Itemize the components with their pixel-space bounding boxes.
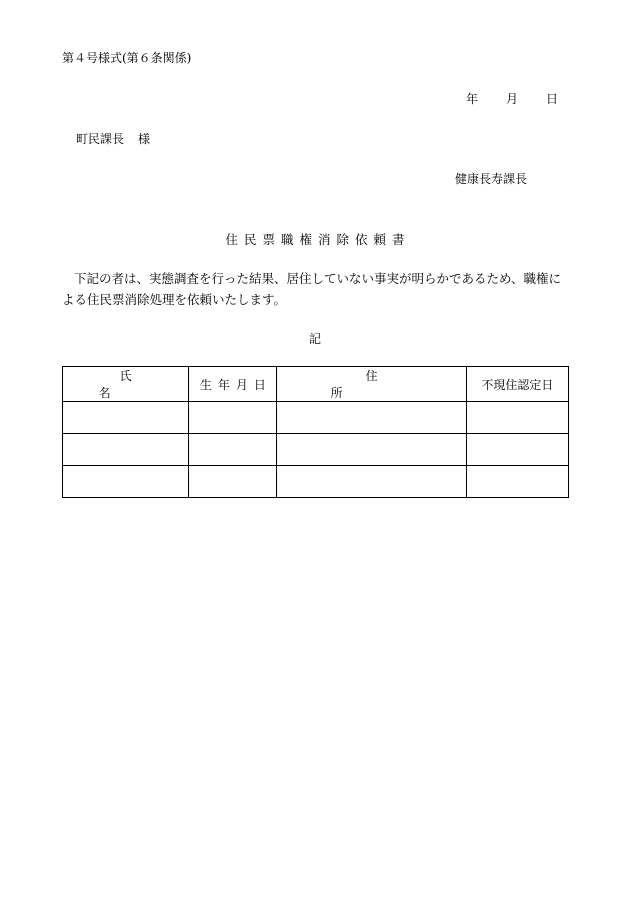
table-header-row bbox=[63, 367, 569, 402]
table-row bbox=[63, 434, 569, 466]
form-number: 第４号様式(第６条関係) bbox=[62, 51, 192, 65]
cell-address bbox=[277, 466, 466, 498]
cell-name bbox=[63, 434, 189, 466]
recipient bbox=[76, 130, 150, 147]
sender: 健康長寿課長 bbox=[455, 172, 528, 186]
date-month-label: 月 bbox=[506, 92, 519, 106]
cell-name bbox=[63, 402, 189, 434]
cell-name bbox=[63, 466, 189, 498]
table-row bbox=[63, 402, 569, 434]
body-paragraph: 下記の者は、実態調査を行った結果、居住していない事実が明らかであるため、職権による住民票消除処理を依頼いたします。 bbox=[62, 271, 562, 307]
ki-heading: 記 bbox=[308, 332, 321, 346]
document-title: 住民票職権消除依頼書 bbox=[225, 232, 411, 247]
header-address: 住所 bbox=[277, 367, 466, 402]
recipient-honorific: 様 bbox=[138, 132, 151, 146]
cell-nonresidence-date bbox=[466, 434, 568, 466]
recipient-name: 町民課長 bbox=[76, 132, 125, 146]
cell-address bbox=[277, 402, 466, 434]
cell-nonresidence-date bbox=[466, 466, 568, 498]
header-nonresidence-date: 不現住認定日 bbox=[466, 367, 568, 402]
header-name: 氏名 bbox=[63, 367, 189, 402]
date-day-label: 日 bbox=[546, 92, 559, 106]
cell-birthdate bbox=[189, 466, 277, 498]
cell-address bbox=[277, 434, 466, 466]
table-row bbox=[63, 466, 569, 498]
cell-birthdate bbox=[189, 402, 277, 434]
cell-nonresidence-date bbox=[466, 402, 568, 434]
date-year-label: 年 bbox=[466, 92, 479, 106]
cell-birthdate bbox=[189, 434, 277, 466]
date-row bbox=[466, 90, 558, 107]
records-table bbox=[62, 366, 569, 498]
header-birthdate: 生年月日 bbox=[189, 367, 277, 402]
